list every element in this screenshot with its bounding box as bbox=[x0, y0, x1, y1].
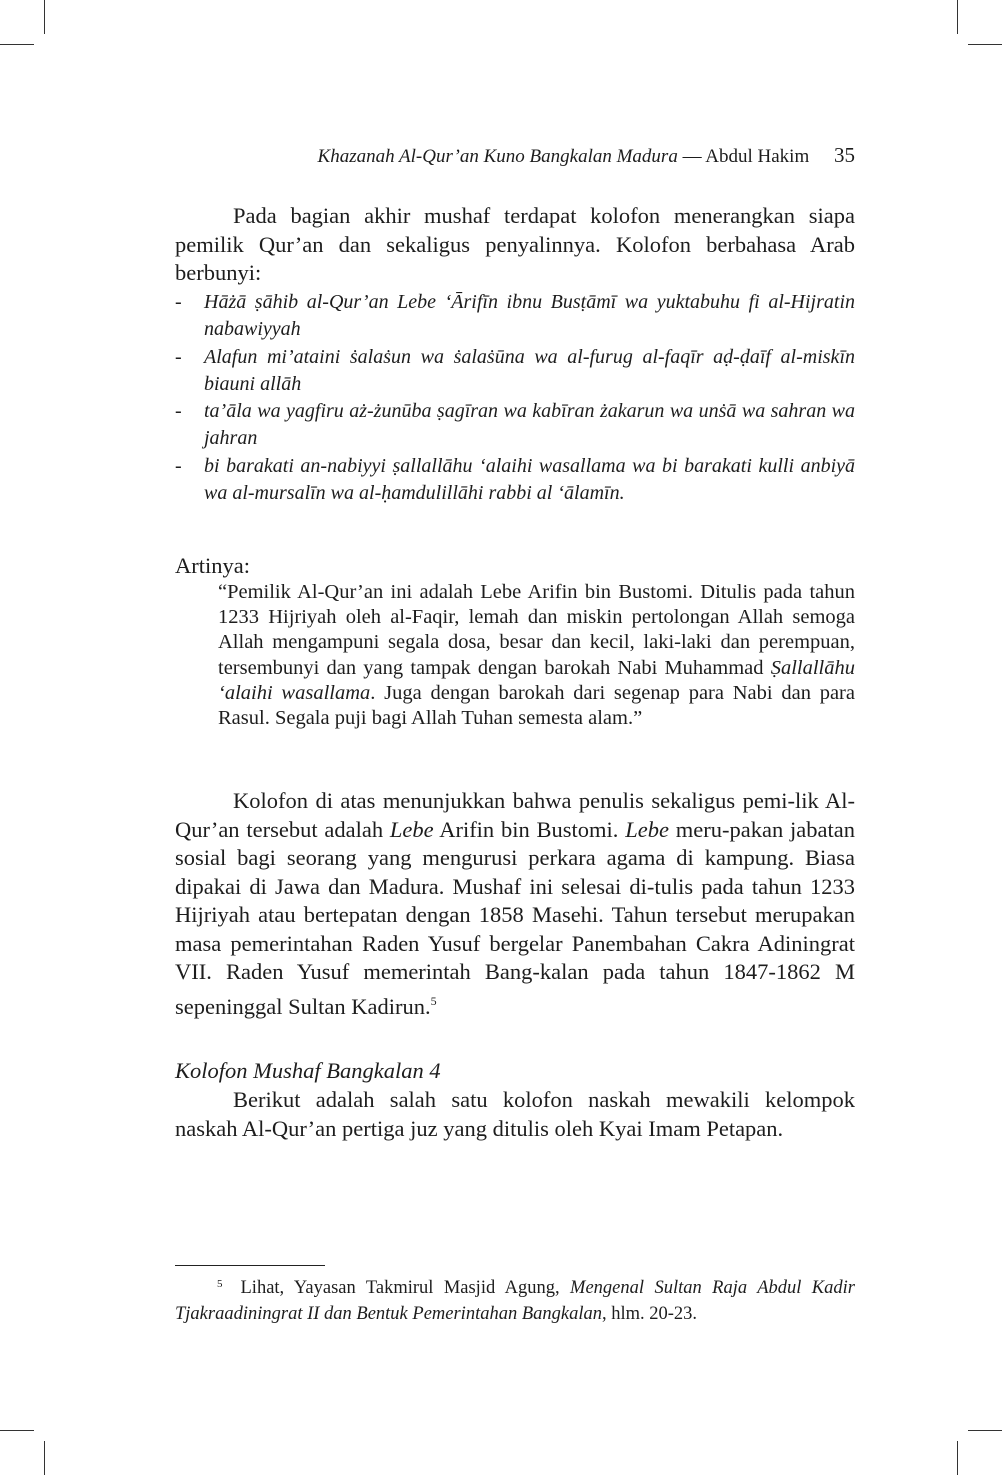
footnote-divider bbox=[175, 1265, 325, 1266]
crop-mark-bottom-right-h bbox=[968, 1430, 1002, 1431]
translation-label: Artinya: bbox=[175, 553, 250, 578]
arabic-line: - Hāżā ṣāhib al-Qur’an Lebe ‘Ārifīn ibnu Busṭāmī wa yuktabuhu fi al-Hijratin nabawiyyah bbox=[175, 289, 855, 344]
body-text-2: Arifin bin Bustomi. bbox=[433, 816, 626, 842]
footnote bbox=[175, 1271, 855, 1327]
section-text: Berikut adalah salah satu kolofon naskah mewakili kelompok naskah Al-Qur’an pertiga juz yang ditulis oleh Kyai Imam Petapan. bbox=[175, 1087, 855, 1141]
crop-mark-top-left bbox=[44, 0, 45, 34]
term-lebe: Lebe bbox=[625, 816, 669, 842]
term-lebe: Lebe bbox=[389, 816, 434, 842]
book-page bbox=[175, 0, 855, 1475]
intro-text: Pada bagian akhir mushaf terdapat kolofon menerangkan siapa pemilik Qur’an dan sekaligus penyalinnya. Kolofon berbahasa Arab berbunyi: bbox=[175, 203, 855, 285]
arabic-line: - ta’āla wa yagfiru aż-żunūba ṣagīran wa kabīran żakarun wa unṡā wa sahran wa jahran bbox=[175, 398, 855, 453]
running-header bbox=[318, 143, 855, 168]
crop-mark-top-right-h bbox=[968, 44, 1002, 45]
section-paragraph bbox=[175, 1086, 855, 1143]
footnote-suffix: , hlm. 20-23. bbox=[601, 1304, 698, 1324]
arabic-line: - bi barakati an-nabiyyi ṣallallāhu ‘alaihi wasallama wa bi barakati kulli anbiyā wa al-mursalīn wa al-ḥamdulillāhi rabbi al ‘ālamīn. bbox=[175, 453, 855, 508]
page-number: 35 bbox=[834, 143, 855, 167]
header-author: — Abdul Hakim bbox=[682, 146, 810, 167]
body-text-1: Kolofon di atas menunjukkan bahwa penulis sekaligus pemi-lik Al-Qur’an tersebut adalah bbox=[175, 788, 855, 842]
body-text-3: meru-pakan jabatan sosial bagi seorang yang mengurusi perkara agama di kampung. Biasa dipakai di Jawa dan Madura. Mushaf ini selesai di-tulis pada tahun 1233 Hijriyah atau bertepatan dengan 1858 Masehi. Tahun tersebut merupakan masa pemerintahan Raden Yusuf bergelar Panembahan Cakra Adiningrat VII. Raden Yusuf memerintah Bang-kalan pada tahun 1847-1862 M sepeninggal Sultan Kadirun. bbox=[175, 816, 855, 1019]
footnote-prefix: Lihat, Yayasan Takmirul Masjid Agung, bbox=[240, 1278, 571, 1298]
arabic-line: - Alafun mi’ataini ṡalaṡun wa ṡalaṡūna wa al-furug al-faqīr aḍ-ḍaīf al-miskīn biauni allāh bbox=[175, 344, 855, 399]
crop-mark-bottom-right bbox=[957, 1441, 958, 1475]
intro-paragraph bbox=[175, 202, 855, 288]
translation-quote bbox=[218, 580, 855, 731]
section-heading: Kolofon Mushaf Bangkalan 4 bbox=[175, 1058, 441, 1083]
translation-text-1: “Pemilik Al-Qur’an ini adalah Lebe Arifin bin Bustomi. Ditulis pada tahun 1233 Hijriyah oleh al-Faqir, lemah dan miskin pertolongan Allah semoga Allah mengampuni segala dosa, besar dan kecil, laki-laki dan perempuan, tersembunyi dan yang tampak dengan barokah Nabi Muhammad bbox=[218, 581, 855, 679]
crop-mark-top-right bbox=[957, 0, 958, 34]
translation-italic: Ṣallallāhu ‘alaihi wasallama bbox=[218, 656, 855, 704]
crop-mark-bottom-left-h bbox=[0, 1430, 34, 1431]
translation-text-2: . Juga dengan barokah dari segenap para Nabi dan para Rasul. Segala puji bagi Allah Tuhan semesta alam.” bbox=[218, 681, 855, 730]
crop-mark-top-left-h bbox=[0, 44, 34, 45]
footnote-number: 5 bbox=[217, 1278, 223, 1290]
footnote-reference: 5 bbox=[430, 993, 437, 1008]
footnote-title: Mengenal Sultan Raja Abdul Kadir Tjakraadiningrat II dan Bentuk Pemerintahan Bangkalan bbox=[175, 1278, 855, 1324]
crop-mark-bottom-left bbox=[44, 1441, 45, 1475]
body-paragraph bbox=[175, 787, 855, 1021]
arabic-colophon-list bbox=[175, 289, 855, 507]
running-title: Khazanah Al-Qur’an Kuno Bangkalan Madura bbox=[317, 146, 678, 167]
